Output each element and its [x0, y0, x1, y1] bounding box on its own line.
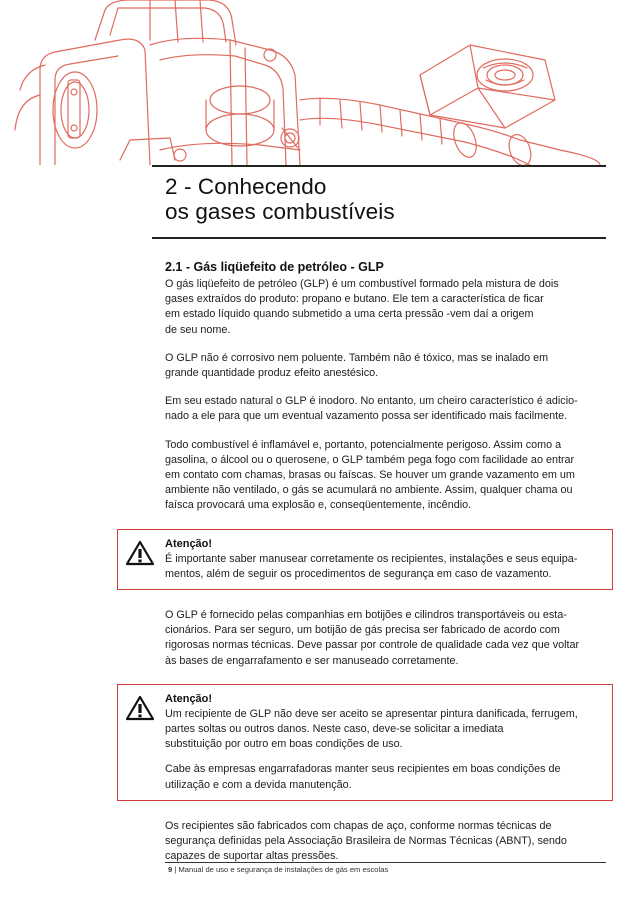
- page-footer: [168, 865, 388, 875]
- paragraph: [165, 394, 605, 424]
- text-line: mentos, além de seguir os procedimentos de segurança em caso de vazamento.: [165, 567, 552, 580]
- warning-triangle-icon: [126, 695, 154, 721]
- paragraph: [165, 277, 605, 338]
- paragraph: [165, 608, 605, 669]
- warning-triangle-icon: [126, 540, 154, 566]
- text-line: capazes de suportar altas pressões.: [165, 850, 339, 863]
- text-line: de seu nome.: [165, 323, 231, 336]
- text-line: Um recipiente de GLP não deve ser aceito se apresentar pintura danificada, ferrugem,: [165, 707, 578, 720]
- warning-box: [117, 529, 613, 590]
- text-line: O GLP não é corrosivo nem poluente. Também não é tóxico, mas se inalado em: [165, 351, 549, 364]
- valve-illustration: [0, 0, 638, 165]
- text-line: substituição por outro em boas condições de uso.: [165, 738, 403, 751]
- paragraph: [165, 351, 605, 381]
- text-line: ambiente não ventilado, o gás se acumulará no ambiente. Assim, qualquer chama ou: [165, 484, 573, 497]
- warning-text: [165, 552, 602, 582]
- text-line: partes soltas ou outros danos. Neste caso, deve-se solicitar a imediata: [165, 723, 504, 736]
- text-line: Todo combustível é inflamável e, portanto, potencialmente perigoso. Assim como a: [165, 438, 562, 451]
- text-line: em contato com chamas, brasas ou faíscas. Se houver um grande vazamento em um: [165, 469, 575, 482]
- footer-rule: [165, 862, 606, 863]
- text-line: Cabe às empresas engarrafadoras manter seus recipientes em boas condições de: [165, 763, 561, 776]
- text-line: É importante saber manusear corretamente os recipientes, instalações e seus equipa-: [165, 552, 578, 565]
- footer-separator: |: [172, 865, 179, 874]
- text-line: faísca provocará uma explosão e, conseqüentemente, incêndio.: [165, 499, 472, 512]
- text-line: utilização e com a devida manutenção.: [165, 778, 352, 791]
- warning-title: Atenção!: [165, 692, 213, 705]
- text-line: grande quantidade produz efeito anestésico.: [165, 367, 379, 380]
- warning-box: [117, 684, 613, 801]
- text-line: em estado líquido quando submetido a uma certa pressão -vem daí a origem: [165, 308, 534, 321]
- chapter-title-line: 2 - Conhecendo: [165, 174, 327, 199]
- chapter-title: [165, 174, 605, 224]
- text-line: segurança definidas pela Associação Brasileira de Normas Técnicas (ABNT), sendo: [165, 835, 567, 848]
- text-line: às bases de engarrafamento e ser manuseado corretamente.: [165, 654, 459, 667]
- warning-text: [165, 707, 602, 753]
- text-line: rigorosas normas técnicas. Deve passar por controle de qualidade cada vez que voltar: [165, 639, 580, 652]
- section-title: 2.1 - Gás liqüefeito de petróleo - GLP: [165, 260, 384, 274]
- text-line: O GLP é fornecido pelas companhias em botijões e cilindros transportáveis ou esta-: [165, 609, 567, 622]
- text-line: cionários. Para ser seguro, um botijão de gás precisa ser fabricado de acordo com: [165, 624, 560, 637]
- text-line: Os recipientes são fabricados com chapas de aço, conforme normas técnicas de: [165, 819, 552, 832]
- title-top-rule: [152, 165, 606, 167]
- page-number: 9: [168, 865, 173, 874]
- text-line: gasolina, o álcool ou o querosene, o GLP também pega fogo com facilidade ao entrar: [165, 453, 575, 466]
- footer-text: Manual de uso e segurança de instalações de gás em escolas: [178, 865, 389, 874]
- chapter-title-line: os gases combustíveis: [165, 199, 395, 224]
- text-line: O gás liqüefeito de petróleo (GLP) é um combustível formado pela mistura de dois: [165, 278, 559, 290]
- warning-title: Atenção!: [165, 537, 213, 550]
- text-line: nado a ele para que um eventual vazamento possa ser identificado mais facilmente.: [165, 410, 568, 423]
- text-line: gases extraídos do produto: propano e butano. Ele tem a característica de ficar: [165, 293, 544, 306]
- main-content: [165, 259, 605, 877]
- paragraph: [165, 819, 605, 865]
- text-line: Em seu estado natural o GLP é inodoro. No entanto, um cheiro característico é adicio-: [165, 395, 578, 408]
- paragraph: [165, 438, 605, 514]
- title-bottom-rule: [152, 237, 606, 239]
- warning-text: [165, 762, 602, 792]
